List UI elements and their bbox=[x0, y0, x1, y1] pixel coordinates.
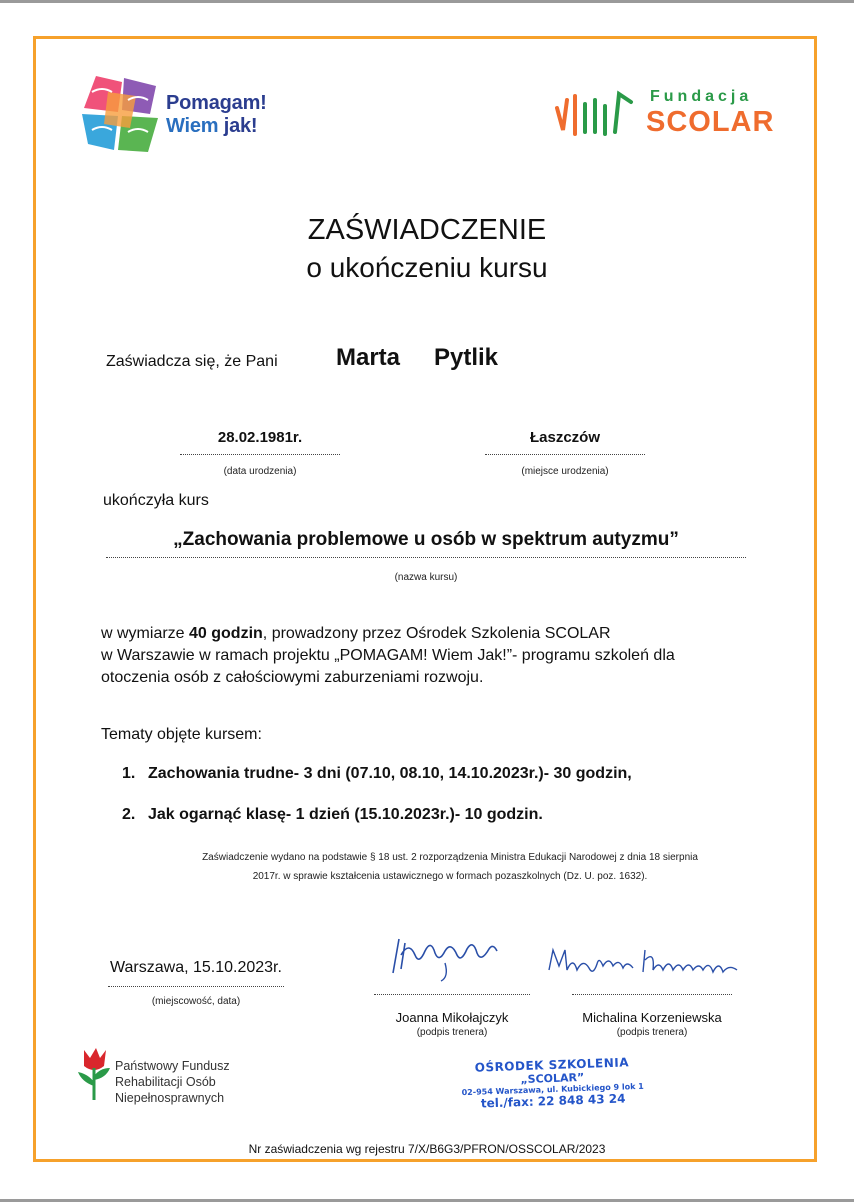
scolar-name-label: SCOLAR bbox=[646, 106, 775, 138]
signature-2-dotted-line bbox=[572, 980, 732, 995]
description-line1 bbox=[101, 623, 761, 645]
place-date-label: (miejscowość, data) bbox=[151, 996, 241, 1007]
course-description bbox=[101, 623, 761, 689]
trainer-2-name: Michalina Korzeniewska bbox=[582, 1010, 722, 1025]
trainer-signature-1 bbox=[385, 933, 525, 983]
recipient-first-name: Marta bbox=[336, 344, 401, 371]
hands-diamond-icon bbox=[78, 72, 168, 162]
pomagam-line1: Pomagam! bbox=[166, 92, 267, 114]
legal-line1: Zaświadczenie wydano na podstawie § 18 ust. 2 rozporządzenia Ministra Edukacji Narodowej z dnia 18 sierpnia bbox=[202, 852, 698, 863]
course-name: „Zachowania problemowe u osób w spektrum autyzmu” bbox=[173, 529, 679, 550]
certificate-subtitle: o ukończeniu kursu bbox=[306, 252, 548, 283]
tulip-icon bbox=[74, 1046, 114, 1102]
certify-lead: Zaświadcza się, że Pani bbox=[106, 353, 278, 370]
pfron-line2: Rehabilitacji Osób bbox=[115, 1075, 216, 1089]
birth-date-dotted-line bbox=[180, 440, 340, 455]
desc-line1-rest: , prowadzony przez Ośrodek Szkolenia SCOLAR bbox=[262, 625, 611, 642]
birth-date-value: 28.02.1981r. bbox=[217, 429, 303, 446]
course-hours: 40 godzin bbox=[189, 625, 263, 642]
topic-text: Zachowania trudne- 3 dni (07.10, 08.10, 14.10.2023r.)- 30 godzin, bbox=[148, 765, 632, 782]
stamp-line1: OŚRODEK SZKOLENIA bbox=[474, 1055, 630, 1075]
course-name-label: (nazwa kursu) bbox=[394, 572, 458, 583]
topic-number: 1. bbox=[122, 765, 136, 782]
pfron-wordmark bbox=[115, 1058, 230, 1106]
course-dotted-line bbox=[106, 541, 746, 558]
stamp-line2: „SCOLAR” bbox=[520, 1070, 585, 1087]
handwritten-signature-2 bbox=[545, 940, 765, 980]
pfron-logo bbox=[74, 1046, 114, 1102]
place-date-dotted-line bbox=[108, 972, 284, 987]
trainer-2-label: (podpis trenera) bbox=[616, 1027, 688, 1038]
top-edge-line bbox=[0, 0, 854, 3]
birth-place-label: (miejsce urodzenia) bbox=[521, 466, 609, 477]
institution-stamp bbox=[449, 1054, 656, 1111]
trainer-1-name: Joanna Mikołajczyk bbox=[395, 1010, 509, 1025]
scolar-fundacja-label: Fundacja bbox=[650, 88, 753, 105]
pomagam-wordmark bbox=[166, 92, 267, 138]
recipient-last-name: Pytlik bbox=[434, 344, 499, 371]
legal-basis bbox=[150, 848, 750, 886]
scolar-bars-icon bbox=[553, 86, 643, 146]
birth-date-label: (data urodzenia) bbox=[223, 466, 297, 477]
issue-place-date: Warszawa, 15.10.2023r. bbox=[110, 959, 282, 976]
topic-text: Jak ogarnąć klasę- 1 dzień (15.10.2023r.)- 10 godzin. bbox=[148, 806, 543, 823]
signature-1-dotted-line bbox=[374, 980, 530, 995]
trainer-1-label: (podpis trenera) bbox=[416, 1027, 488, 1038]
topics-heading: Tematy objęte kursem: bbox=[101, 726, 262, 743]
birth-place-dotted-line bbox=[485, 440, 645, 455]
completed-course-lead: ukończyła kurs bbox=[103, 492, 209, 509]
pomagam-jak: jak! bbox=[223, 115, 258, 137]
trainer-signature-2 bbox=[545, 940, 765, 980]
pomagam-line2 bbox=[166, 115, 267, 138]
registry-number: Nr zaświadczenia wg rejestru 7/X/B6G3/PFRON/OSSCOLAR/2023 bbox=[248, 1142, 606, 1156]
stamp-address: 02-954 Warszawa, ul. Kubickiego 9 lok 1 bbox=[461, 1081, 644, 1098]
certificate-title: ZAŚWIADCZENIE bbox=[307, 214, 547, 246]
pomagam-wiem: Wiem bbox=[166, 115, 224, 137]
topic-number: 2. bbox=[122, 806, 136, 823]
pfron-line3: Niepełnosprawnych bbox=[115, 1091, 225, 1105]
birth-place-value: Łaszczów bbox=[529, 429, 601, 446]
pfron-line1: Państwowy Fundusz bbox=[115, 1059, 230, 1073]
topic-item bbox=[122, 765, 632, 783]
stamp-phone: tel./fax: 22 848 43 24 bbox=[480, 1091, 626, 1111]
topic-item bbox=[122, 806, 543, 824]
description-line3: otoczenia osób z całościowymi zaburzeniami rozwoju. bbox=[101, 669, 484, 686]
desc-pre: w wymiarze bbox=[101, 625, 190, 642]
handwritten-signature-1 bbox=[385, 933, 525, 983]
legal-line2: 2017r. w sprawie kształcenia ustawicznego w formach pozaszkolnych (Dz. U. poz. 1632). bbox=[252, 871, 648, 882]
description-line2: w Warszawie w ramach projektu „POMAGAM! Wiem Jak!”- programu szkoleń dla bbox=[101, 647, 675, 664]
